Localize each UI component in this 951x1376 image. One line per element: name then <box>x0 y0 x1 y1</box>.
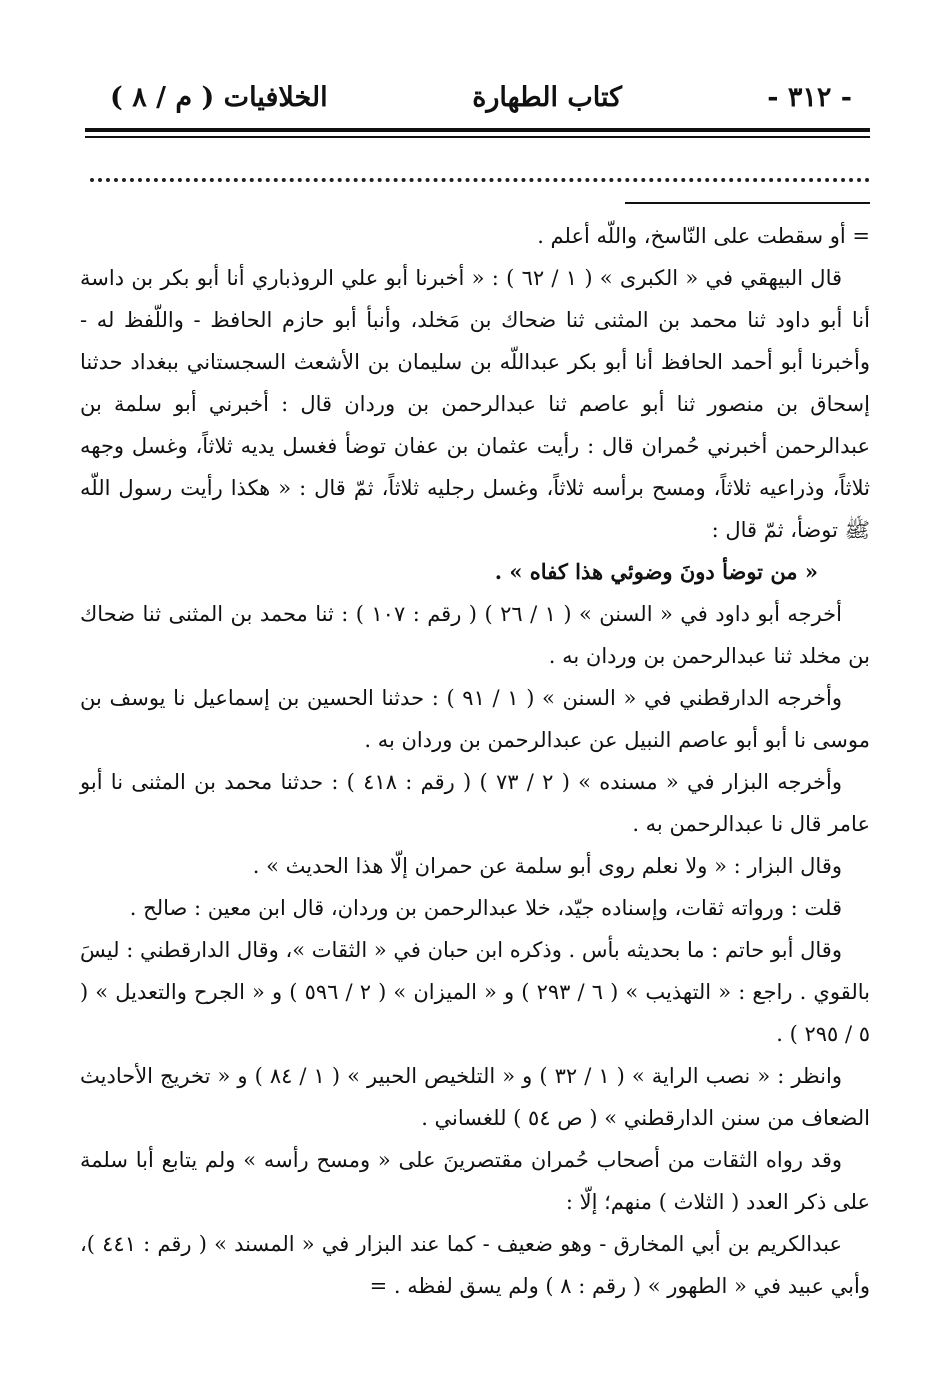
book-title: كتاب الطهارة <box>472 82 622 113</box>
page-number: - ٣١٢ - <box>767 82 852 113</box>
header-rule-thin <box>85 136 870 138</box>
paragraph: قلت : ورواته ثقات، وإسناده جيّد، خلا عبدالرحمن بن وردان، قال ابن معين : صالح . <box>129 896 842 920</box>
paragraph: = أو سقطت على النّاسخ، واللّه أعلم . <box>537 224 870 248</box>
paragraph: وانظر : « نصب الراية » ( ١ / ٣٢ ) و « التلخيص الحبير » ( ١ / ٨٤ ) و « تخريج الأحاديث الضعاف من سنن الدارقطني » ( ص ٥٤ ) للغساني . <box>80 1064 870 1130</box>
footnote-body <box>80 215 870 1307</box>
paragraph: وقد رواه الثقات من أصحاب حُمران مقتصرينَ على « ومسح رأسه » ولم يتابع أبا سلمة على ذكر العدد ( الثلاث ) منهم؛ إلّا : <box>80 1148 870 1214</box>
paragraph: وأخرجه البزار في « مسنده » ( ٢ / ٧٣ ) ( رقم : ٤١٨ ) : حدثنا محمد بن المثنى نا أبو عامر قال نا عبدالرحمن به . <box>80 770 870 836</box>
paragraph: أخرجه أبو داود في « السنن » ( ١ / ٢٦ ) ( رقم : ١٠٧ ) : ثنا محمد بن المثنى ثنا ضحاك بن مخلد ثنا عبدالرحمن بن وردان به . <box>80 602 870 668</box>
header-rule-thick <box>85 128 870 132</box>
paragraph: وقال البزار : « ولا نعلم روى أبو سلمة عن حمران إلّا هذا الحديث » . <box>252 854 842 878</box>
paragraph: عبدالكريم بن أبي المخارق - وهو ضعيف - كما عند البزار في « المسند » ( رقم : ٤٤١ )، وأبي عبيد في « الطهور » ( رقم : ٨ ) ولم يسق لفظه . = <box>80 1232 870 1298</box>
paragraph: وأخرجه الدارقطني في « السنن » ( ١ / ٩١ ) : حدثنا الحسين بن إسماعيل نا يوسف بن موسى نا أبو أبو عاصم النبيل عن عبدالرحمن بن وردان به . <box>80 686 870 752</box>
footnote-rule <box>625 202 870 204</box>
hadith-text: « من توضأ دونَ وضوئي هذا كفاه » . <box>494 559 818 584</box>
book-page <box>80 70 870 1330</box>
dotted-separator <box>90 162 870 182</box>
paragraph: وقال أبو حاتم : ما بحديثه بأس . وذكره ابن حبان في « الثقات »، وقال الدارقطني : ليسَ بالقوي . راجع : « التهذيب » ( ٦ / ٢٩٣ ) و « الميزان » ( ٢ / ٥٩٦ ) و « الجرح والتعديل » ( ٥ / ٢٩٥ ) . <box>80 938 870 1046</box>
running-header <box>80 70 870 130</box>
paragraph: قال البيهقي في « الكبرى » ( ١ / ٦٢ ) : « أخبرنا أبو علي الروذباري أنا أبو بكر بن داسة أنا أبو داود ثنا محمد بن المثنى ثنا ضحاك بن مَخلد، وأنبأ أبو حازم الحافظ - واللّفظ له - وأخبرنا أبو أحمد الحافظ أنا أبو بكر عبداللّه بن سليمان بن الأشعث السجستاني ببغداد حدثنا إسحاق بن منصور ثنا أبو عاصم ثنا عبدالرحمن بن وردان قال : أخبرني أبو سلمة بن عبدالرحمن أخبرني حُمران قال : رأيت عثمان بن عفان توضأ فغسل يديه ثلاثاً، وغسل وجهه ثلاثاً، وذراعيه ثلاثاً، ومسح برأسه ثلاثاً، وغسل رجليه ثلاثاً، ثمّ قال : « هكذا رأيت رسول اللّه ﷺ توضأ، ثمّ قال : <box>80 266 870 542</box>
section-title: الخلافيات ( م / ٨ ) <box>110 82 328 113</box>
